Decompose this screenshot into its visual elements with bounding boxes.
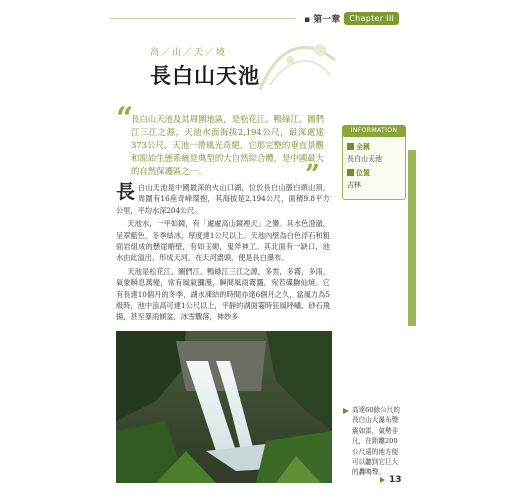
paragraph-text: 白山天池是中國最深的火山口湖，位於長白山脈白頭山頂，周圍有16座奇峰環抱，其海拔是2,194公尺，面積9.8平方公里，平均水深204公尺。 bbox=[116, 183, 330, 215]
body-paragraph: 天池是松花江、圖們江、鴨綠江三江之源，多雲，多霧，多雨，氣象瞬息萬變，常有風氣瀰漫，瞬間風雨霧靄，宛若碟齣仙境。它有長達10個月的冬季，湖水凍結的時間亦達6個月之久，當風力為5級時，池中浪高可達1公尺以上，平靜的湖面霎時狂風呼嘯、砂石飛揚，甚至暴雨傾盆，冰雪驟落，神妙多 bbox=[116, 266, 330, 322]
page-arrow-icon bbox=[380, 477, 385, 483]
photo-caption: 高達60餘公尺的長白山大瀑布聲震如雷，氣勢非凡，在距離200公尺遠的地方便可以聽到它巨大的轟鳴聲。 bbox=[352, 406, 400, 477]
info-name-label: 全稱 bbox=[347, 142, 370, 152]
square-icon bbox=[347, 169, 354, 176]
square-icon bbox=[347, 143, 354, 150]
info-box bbox=[342, 127, 406, 200]
page-title: 長白山天池 bbox=[150, 63, 260, 88]
caption-arrow-icon bbox=[343, 408, 349, 414]
lead-paragraph: 長白山天池及其周圍地區，是松花江、鴨綠江、圖們江三江之源，天池水面海拔2,194公尺，最深處達373公尺，天池一帶風光奇絕，它那完整的垂直景觀和原始生態系統是典型的大自然綜合體，是中國最大的自然保護區之一。 bbox=[131, 114, 324, 176]
info-name-value: 長白山天池 bbox=[347, 155, 382, 163]
info-location-label: 位置 bbox=[347, 168, 370, 178]
header-rule bbox=[110, 18, 296, 19]
open-quote-icon: “ bbox=[116, 101, 134, 136]
body-paragraph bbox=[116, 182, 330, 216]
side-tab bbox=[408, 150, 416, 326]
waterfall-photo bbox=[116, 331, 332, 483]
body-text bbox=[116, 182, 330, 325]
body-paragraph: 天池水，一平如鏡，有「處處高山鏡裡天」之譽。其水色澄澈，呈翠藍色，冬季結冰，厚度達1公尺以上。天池內壁為白色浮石和粗面岩組成的懸崖峭壁，有如玉砌，鬼斧神工。其北面有一缺口，池水由此溢出，形成天河，在天河盡頭，便是長白瀑布。 bbox=[116, 219, 330, 263]
drop-cap: 長 bbox=[116, 181, 136, 203]
chapter-label: ▪ 第一章 bbox=[304, 15, 341, 25]
info-header: INFORMATION bbox=[342, 125, 406, 137]
close-quote-icon: ” bbox=[305, 160, 320, 190]
chapter-header bbox=[304, 10, 412, 27]
page-footer bbox=[380, 475, 402, 485]
chapter-tag: Chapter III bbox=[344, 12, 399, 25]
section-subtitle: 高／山／天／境 bbox=[150, 48, 228, 58]
info-location-value: 吉林 bbox=[347, 181, 361, 189]
floral-ornament bbox=[250, 30, 340, 100]
page-number: 13 bbox=[389, 475, 402, 485]
